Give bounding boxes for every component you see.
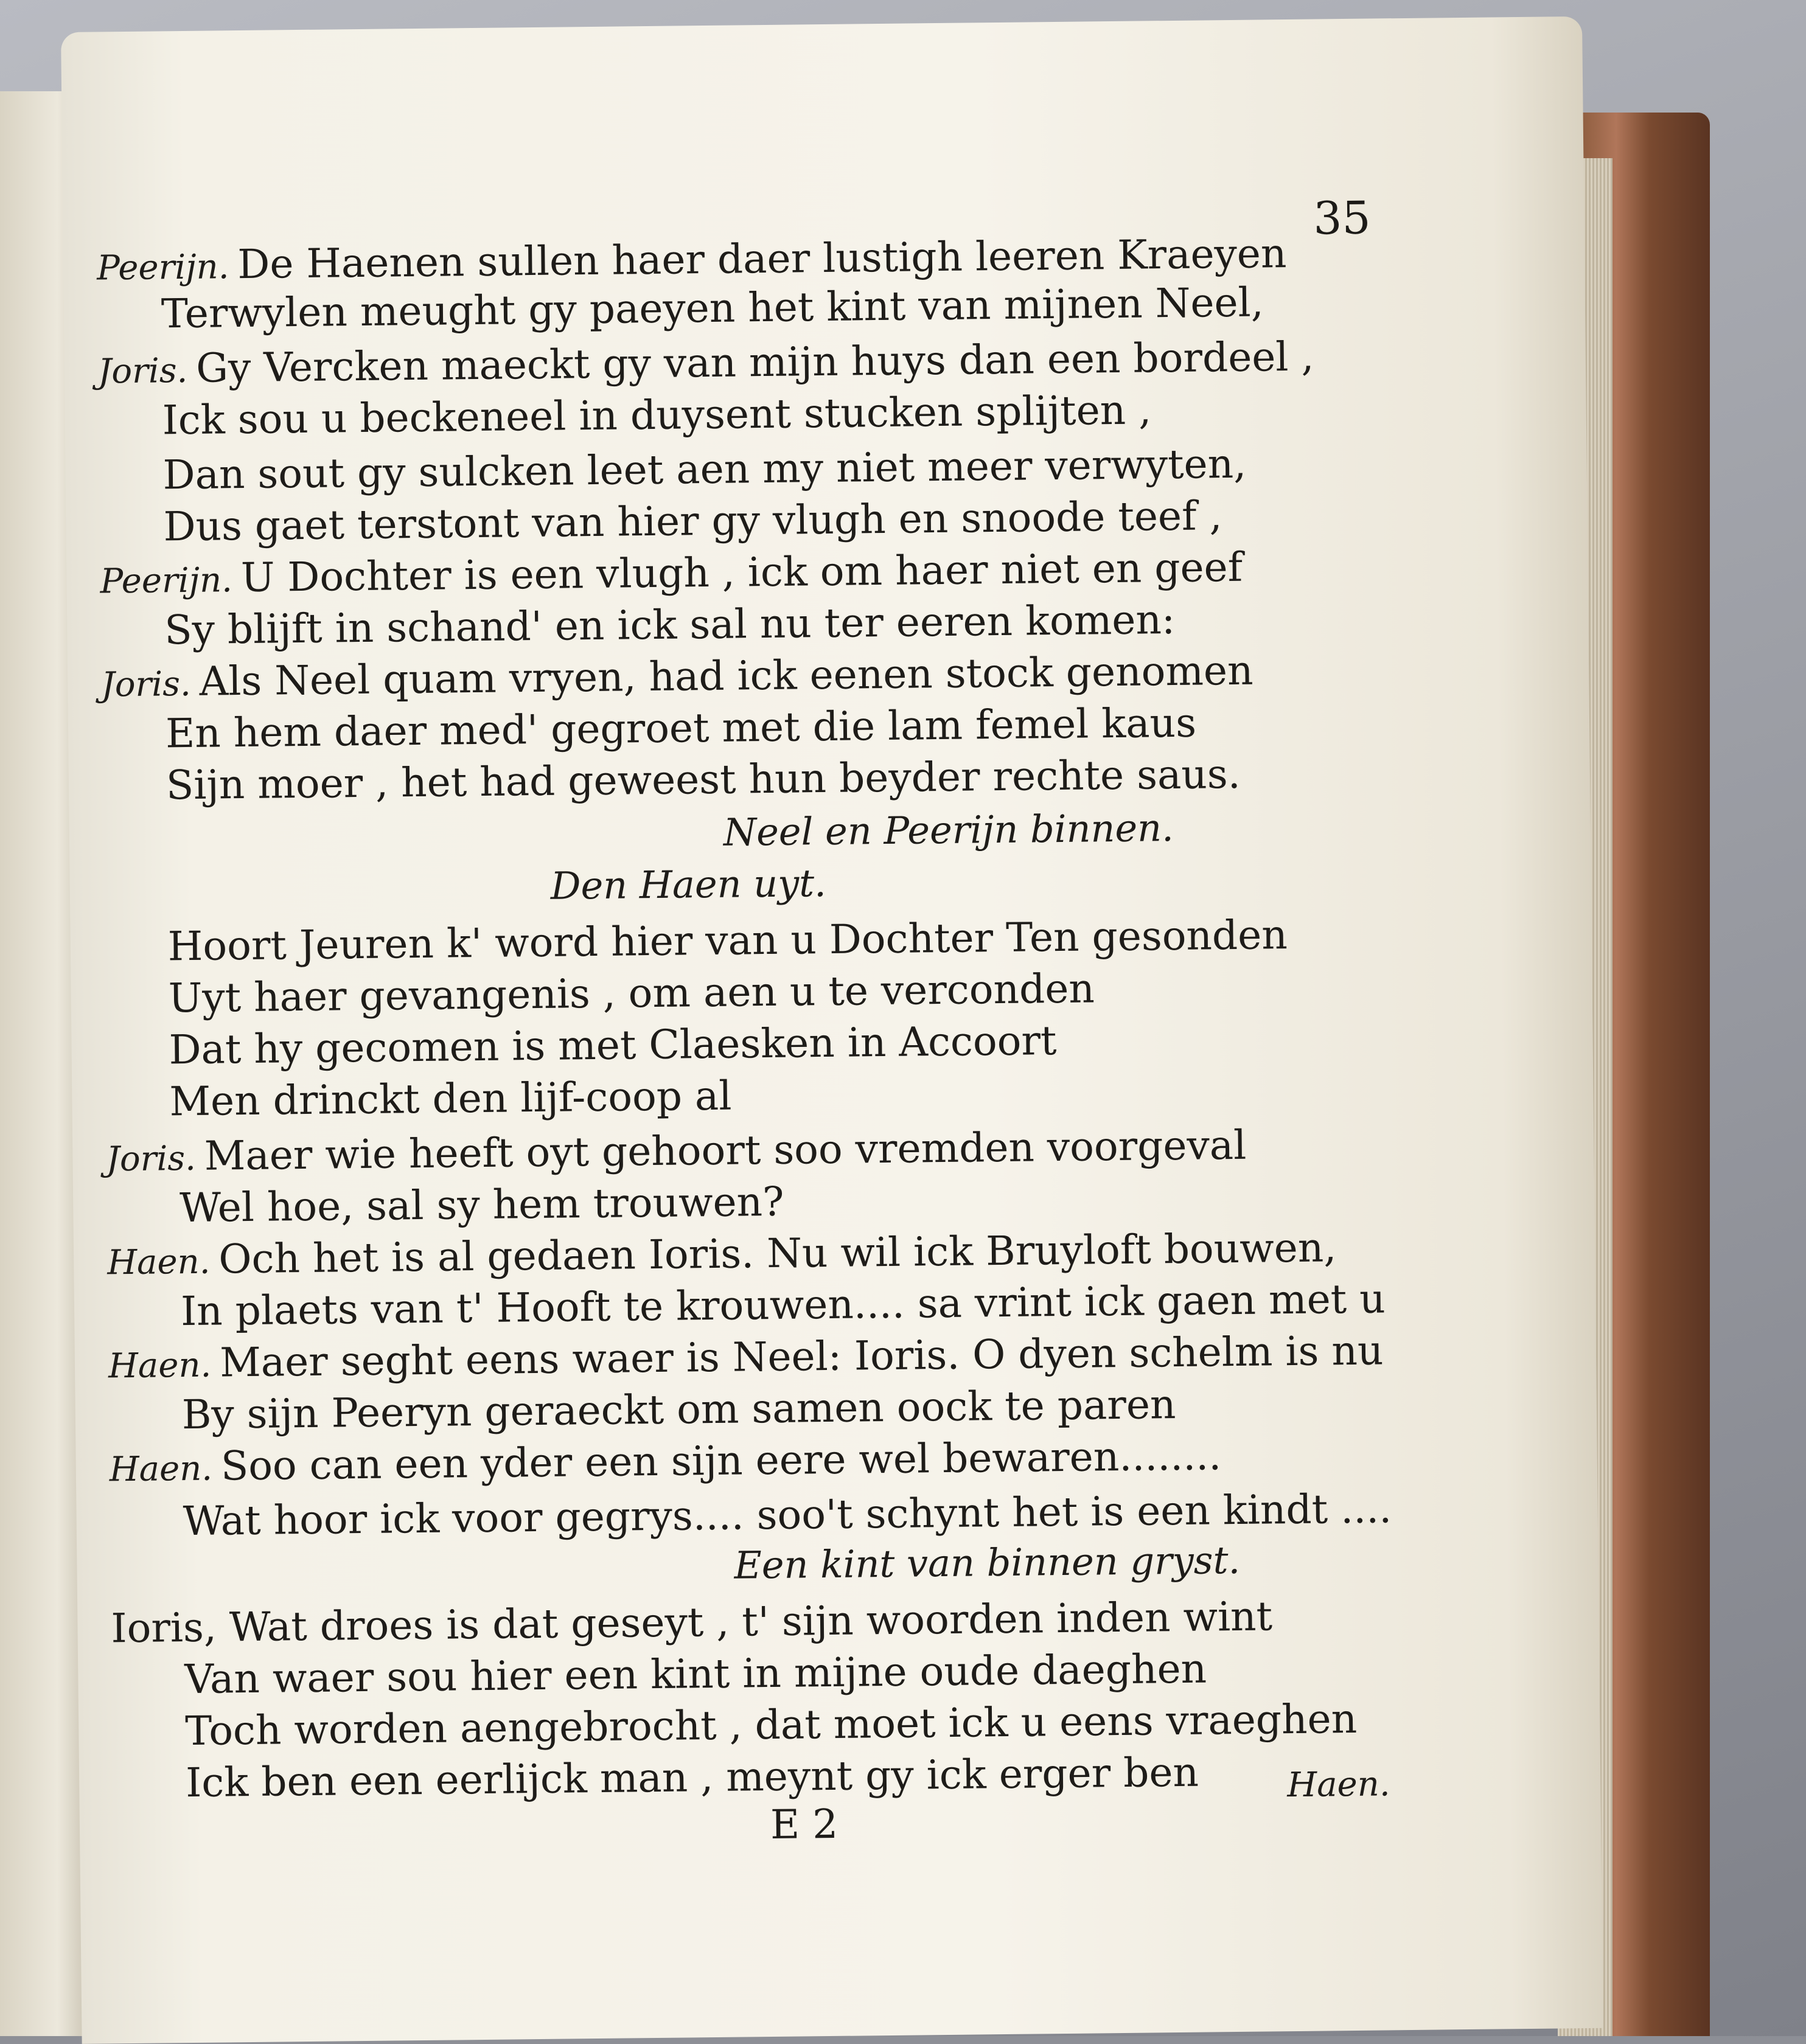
verse-line: Haen. Soo can een yder een sijn eere wel bewaren........ — [109, 1432, 1222, 1490]
verse-line: Dus gaet terstont van hier gy vlugh en snoode teef , — [163, 492, 1222, 551]
verse-line: Sijn moer , het had geweest hun beyder rechte saus. — [166, 750, 1241, 809]
verse-line: En hem daer med' gegroet met die lam femel kaus — [165, 699, 1197, 757]
verse-line: Ick sou u beckeneel in duysent stucken splijten , — [162, 386, 1152, 444]
verse-line: Uyt haer gevangenis , om aen u te verconden — [168, 965, 1095, 1022]
verse-line: Wel hoe, sal sy hem trouwen? — [179, 1178, 784, 1232]
speaker-label: Joris. — [106, 1138, 197, 1180]
verse-line: Terwylen meught gy paeyen het kint van mijnen Neel, — [161, 279, 1264, 338]
verse-line: Joris. Gy Vercken maeckt gy van mijn huys dan een bordeel , — [97, 333, 1314, 392]
verse-line: Peerijn. De Haenen sullen haer daer lustigh leeren Kraeyen — [96, 230, 1287, 288]
verse-line: Ick ben een eerlijck man , meynt gy ick erger ben — [185, 1748, 1199, 1807]
verse-line: Haen. Och het is al gedaen Ioris. Nu wil ick Bruyloft bouwen, — [106, 1224, 1337, 1283]
catchword: Haen. — [1287, 1764, 1390, 1806]
stage-direction: Neel en Peerijn binnen. — [723, 805, 1174, 855]
verse-line: In plaets van t' Hooft te krouwen.... sa vrint ick gaen met u — [180, 1275, 1386, 1335]
verse-line: Hoort Jeuren k' word hier van u Dochter Ten gesonden — [167, 911, 1288, 970]
verse-line: Van waer sou hier een kint in mijne oude daeghen — [184, 1645, 1207, 1703]
verse-line: Dan sout gy sulcken leet aen my niet meer verwyten, — [162, 440, 1247, 499]
speaker-label: Peerijn. — [96, 247, 229, 288]
verse-line: Haen. Maer seght eens waer is Neel: Ioris. O dyen schelm is nu — [108, 1327, 1384, 1386]
page-number: 35 — [1313, 192, 1372, 245]
verse-line: Sy blijft in schand' en ick sal nu ter eeren komen: — [164, 596, 1176, 654]
verse-line: Dat hy gecomen is met Claesken in Accoort — [169, 1017, 1057, 1074]
verse-line: Men drinckt den lijf-coop al — [169, 1072, 732, 1125]
speaker-label: Haen. — [109, 1448, 213, 1490]
verse-line: Peerijn. U Dochter is een vlugh , ick om haer niet en geef — [100, 543, 1243, 602]
speaker-label: Joris. — [97, 350, 188, 392]
speaker-label: Peerijn. — [100, 560, 233, 602]
signature-mark: E 2 — [770, 1800, 838, 1849]
book-page — [61, 16, 1603, 2044]
stage-direction: Een kint van binnen gryst. — [734, 1537, 1241, 1588]
speaker-label: Haen. — [106, 1242, 211, 1283]
verse-line: By sijn Peeryn geraeckt om samen oock te paren — [181, 1381, 1176, 1439]
verse-line: Joris. Maer wie heeft oyt gehoort soo vremden voorgeval — [106, 1121, 1247, 1180]
verse-line: Ioris, Wat droes is dat geseyt , t' sijn woorden inden wint — [111, 1593, 1273, 1652]
verse-line: Joris. Als Neel quam vryen, had ick eenen stock genomen — [100, 647, 1253, 705]
speaker-label: Haen. — [108, 1345, 212, 1386]
verse-line: Wat hoor ick voor gegrys.... soo't schynt het is een kindt .... — [183, 1485, 1392, 1545]
speaker-label: Joris. — [100, 664, 192, 705]
verse-line: Toch worden aengebrocht , dat moet ick u eens vraeghen — [184, 1695, 1358, 1755]
stage-direction: Den Haen uyt. — [550, 860, 827, 908]
